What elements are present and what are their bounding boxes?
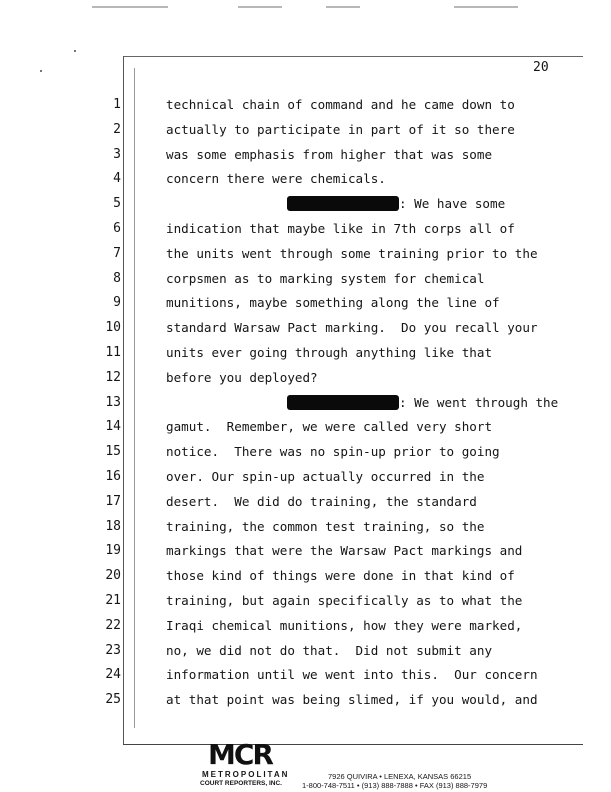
transcript-line (287, 196, 505, 212)
transcript-line: information until we went into this. Our concern (166, 667, 538, 682)
line-number: 1 (113, 97, 121, 112)
redaction-bar (287, 395, 399, 410)
company-phones: 1-800-748-7511 • (913) 888-7888 • FAX (913) 888-7979 (302, 781, 488, 790)
company-address: 7926 QUIVIRA • LENEXA, KANSAS 66215 (328, 772, 472, 781)
line-number: 6 (113, 221, 121, 236)
transcript-line: markings that were the Warsaw Pact markings and (166, 543, 523, 558)
transcript-line: corpsmen as to marking system for chemical (166, 271, 485, 286)
scan-mark (326, 6, 360, 8)
transcript-line: training, the common test training, so the (166, 519, 485, 534)
line-number: 9 (113, 295, 121, 310)
line-number: 10 (105, 320, 121, 335)
line-number: 3 (113, 147, 121, 162)
line-number: 15 (105, 444, 121, 459)
transcript-line: was some emphasis from higher that was some (166, 147, 493, 162)
transcript-line: technical chain of command and he came down to (166, 97, 515, 112)
transcript-line: units ever going through anything like that (166, 345, 493, 360)
transcript-line: Iraqi chemical munitions, how they were marked, (166, 618, 523, 633)
company-subtitle: COURT REPORTERS, INC. (200, 780, 282, 787)
scan-speck (40, 70, 42, 72)
line-number: 8 (113, 271, 121, 286)
line-number: 25 (105, 692, 121, 707)
line-number: 13 (105, 395, 121, 410)
page-frame-top (123, 56, 583, 57)
page-number: 20 (533, 60, 549, 75)
scan-mark (238, 6, 282, 8)
redaction-bar (287, 196, 399, 211)
company-logo (200, 738, 290, 790)
line-number: 12 (105, 370, 121, 385)
line-number: 7 (113, 246, 121, 261)
line-number: 21 (105, 593, 121, 608)
line-number: 19 (105, 543, 121, 558)
transcript-line: standard Warsaw Pact marking. Do you recall your (166, 320, 538, 335)
margin-rule (134, 68, 135, 728)
transcript-line: the units went through some training prior to the (166, 246, 538, 261)
transcript-line: those kind of things were done in that kind of (166, 568, 515, 583)
transcript-line: no, we did not do that. Did not submit any (166, 643, 493, 658)
transcript-line: over. Our spin-up actually occurred in the (166, 469, 485, 484)
scan-speck (74, 50, 76, 52)
transcript-line (287, 395, 558, 411)
line-number: 11 (105, 345, 121, 360)
transcript-line: training, but again specifically as to what the (166, 593, 523, 608)
transcript-line: actually to participate in part of it so there (166, 122, 515, 137)
line-number: 2 (113, 122, 121, 137)
line-number: 23 (105, 643, 121, 658)
line-number: 24 (105, 667, 121, 682)
line-number: 5 (113, 196, 121, 211)
transcript-line-text: : We have some (399, 196, 506, 211)
company-name: METROPOLITAN (202, 770, 290, 779)
transcript-line: concern there were chemicals. (166, 171, 386, 186)
scan-mark (92, 6, 168, 8)
line-number: 22 (105, 618, 121, 633)
transcript-line: munitions, maybe something along the line of (166, 295, 500, 310)
footer (200, 736, 600, 792)
transcript-line: desert. We did do training, the standard (166, 494, 477, 509)
scan-mark (454, 6, 518, 8)
line-number: 18 (105, 519, 121, 534)
transcript-line: before you deployed? (166, 370, 318, 385)
transcript-line-text: : We went through the (399, 395, 559, 410)
line-number: 17 (105, 494, 121, 509)
line-number: 14 (105, 419, 121, 434)
transcript-line: gamut. Remember, we were called very short (166, 419, 493, 434)
line-number: 4 (113, 171, 121, 186)
transcript-line: indication that maybe like in 7th corps all of (166, 221, 515, 236)
transcript-line: notice. There was no spin-up prior to going (166, 444, 500, 459)
line-number: 20 (105, 568, 121, 583)
logo-mark: MCR (208, 738, 272, 771)
line-number: 16 (105, 469, 121, 484)
transcript-line: at that point was being slimed, if you would, and (166, 692, 538, 707)
